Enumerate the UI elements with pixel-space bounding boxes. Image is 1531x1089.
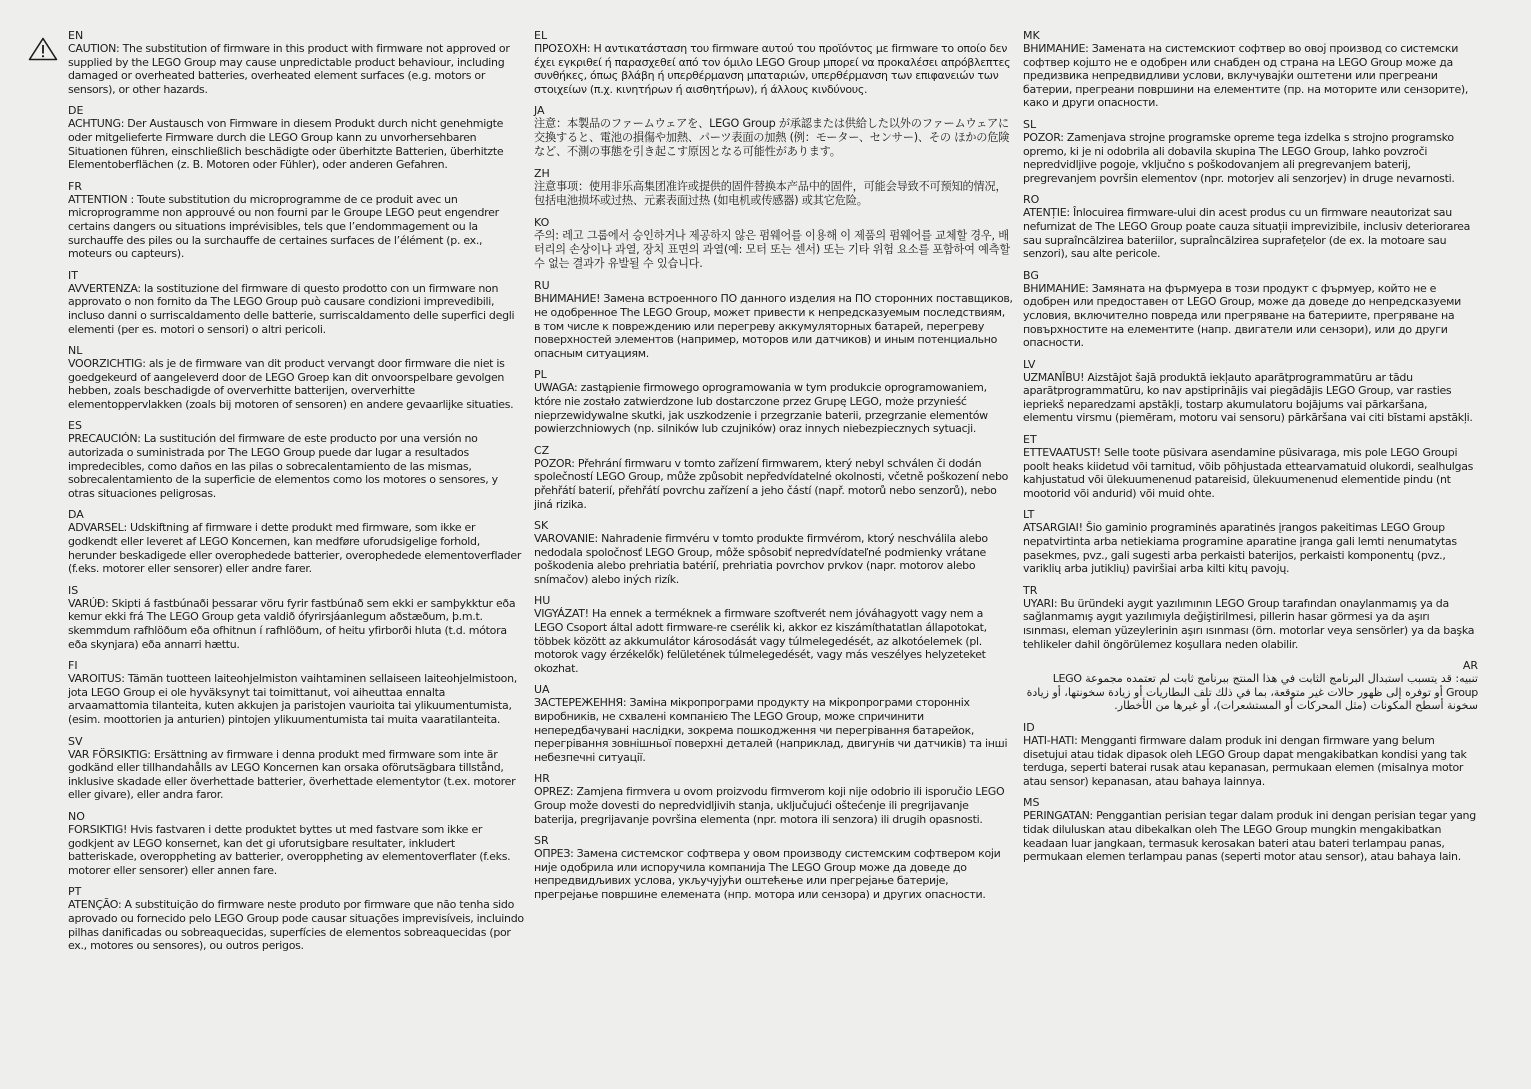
warning-text: ACHTUNG: Der Austausch von Firmware in diesem Produkt durch nicht genehmigte oder mitgelieferte Firmware durch die LEGO Group kann zu unvorhersehbaren Situationen führen, einschließlich beschädigte oder überhitzte Batterien, überhitzte Elementoberflächen (z. B. Motoren oder Fühler), oder anderen Gefahren. [68,117,504,172]
language-code: RO [1023,193,1040,207]
language-code: UA [534,683,550,697]
language-code: EN [68,29,84,42]
warning-text: 주의: 레고 그룹에서 승인하거나 제공하지 않은 펌웨어를 이용해 이 제품의 펌웨어를 교체할 경우, 배터리의 손상이나 과열, 장치 표면의 과열(예: 모터 또는 센서) 또는 기타 위험 요소를 포함하여 예측할 수 없는 결과가 유발될 수 있습니다. [534,229,1010,271]
warning-text: VAROITUS: Tämän tuotteen laiteohjelmiston vaihtaminen sellaiseen laiteohjelmistoon, jota LEGO Group ei ole hyväksynyt tai toimittanut, voi aiheuttaa ennalta arvaamattomia tilanteita, kuten akkujen ja paristojen vaurioita tai ylikuumentumista, (esim. moottorien ja anturien) pintojen ylikuumentumista tai muita vaaratilanteita. [68,672,517,726]
language-code: IS [68,583,79,597]
language-code: FI [68,659,78,673]
warning-text: ATSARGIAI! Šio gaminio programinės aparatinės įrangos pakeitimas LEGO Group nepatvirtinta arba netiekiama programine aparatine įranga gali lemti nenumatytas pasekmes, pvz., gali sugesti arba perkaisti baterijos, perkaisti komponentų (pvz., variklių arba jutiklių) paviršiai arba kilti kitų pavojų. [1023,521,1457,576]
language-code: PL [534,368,547,382]
warning-block-sv [68,735,526,802]
language-code: LT [1023,508,1035,522]
column-3 [1023,29,1478,872]
warning-text: ЗАСТЕРЕЖЕННЯ: Заміна мікропрограми продукту на мікропрограми сторонніх виробників, не схвалені компанією The LEGO Group, може спричинити непередбачувані наслідки, зокрема пошкодження чи перегрівання батарейок, перегрівання зовнішньої поверхні деталей (наприклад, двигунів чи датчиків) та інші небезпечні ситуації. [534,696,1008,764]
warning-text: ETTEVAATUST! Selle toote püsivara asendamine püsivaraga, mis pole LEGO Groupi poolt heaks kiidetud või tarnitud, võib põhjustada ettearvamatuid olukordi, sealhulgas kahjustatud või ülekuumenenud patareisid, ülekuumenenud elementide pindu (nt mootorid või andurid) või muid ohte. [1023,446,1474,500]
warning-text: PRECAUCIÓN: La sustitución del firmware de este producto por una versión no autorizada o suministrada por The LEGO Group puede dar lugar a resultados impredecibles, como daños en las pilas o sobrecalentamiento de las mismas, sobrecalentamiento de la superficie de elementos como los motores o sensores, y otras situaciones peligrosas. [68,432,498,500]
language-code: EL [534,29,548,42]
warning-block-es [68,419,526,500]
warning-text: ВНИМАНИЕ: Замената на системскиот софтвер во овој производ со системски софтвер којшто не е одобрен или снабден од страна на LEGO Group може да предизвика непредвидливи услови, вклучувајќи оштетени или прегреани батерии, прегреани површини на елементите (пр. на моторите или сензорите), како и други опасности. [1023,42,1469,110]
warning-block-mk [1023,29,1478,110]
language-code: SK [534,519,549,533]
language-code: PT [68,885,82,899]
warning-text: 注意：本製品のファームウェアを、LEGO Group が承認または供給した以外のファームウェアに交換すると、電池の損傷や加熱、パーツ表面の加熱 (例：モーター、センサー)、その ほかの危険など、不測の事態を引き起こす原因となる可能性があります。 [534,117,1010,159]
warning-text: VAR FÖRSIKTIG: Ersättning av firmware i denna produkt med firmware som inte är godkänd eller tillhandahålls av LEGO Koncernen kan orsaka oförutsägbara tillstånd, inklusive skadade eller överhettade batterier, överhettade elementytor (t.ex. motorer eller givare), eller andra faror. [68,747,516,802]
warning-block-et [1023,433,1478,500]
column-1 [68,29,526,961]
warning-triangle-icon [28,37,58,61]
warning-block-lv [1023,358,1478,425]
warning-text: ADVARSEL: Udskiftning af firmware i dette produkt med firmware, som ikke er godkendt eller leveret af LEGO Koncernen, kan medføre uforudsigelige forhold, herunder beskadigede eller overophedede batterier, overophedede elementoverflader (f.eks. motorer eller sensorer) eller andre farer. [68,521,522,576]
warning-block-is [68,584,526,651]
language-code: IT [68,268,78,282]
warning-block-id [1023,721,1478,788]
warning-block-pl [534,368,1014,435]
language-code: JA [534,104,545,118]
language-code: SV [68,734,83,748]
warning-block-el [534,29,1014,96]
warning-text: VARÚÐ: Skipti á fastbúnaði þessarar vöru fyrir fastbúnað sem ekki er samþykktur eða kemur ekki frá The LEGO Group geta valdið ófyrirsjáanlegum aðstæðum, þ.m.t. skemmdum rafhlöðum eða ofhitnun í rafhlöðum, of heitu yfirborði hluta (t.d. mótora eða skynjara) eða annarri hættu. [68,596,516,651]
warning-block-ua [534,683,1014,764]
warning-text: VOORZICHTIG: als je de firmware van dit product vervangt door firmware die niet is goedgekeurd of aangeleverd door de LEGO Groep kan dit onvoorspelbare gevolgen hebben, zoals beschadigde of oververhitte batterijen, oververhitte elementoppervlakken (zoals bij motoren of sensoren) en andere gevaarlijke situaties. [68,357,514,411]
warning-block-sk [534,519,1014,586]
language-code: FR [68,179,82,193]
warning-block-da [68,508,526,575]
warning-text: 注意事项：使用非乐高集团准许或提供的固件替换本产品中的固件，可能会导致不可预知的情况，包括电池损坏或过热、元素表面过热 (如电机或传感器) 或其它危险。 [534,180,1007,208]
language-code: ES [68,419,82,433]
warning-block-fi [68,659,526,726]
language-code: KO [534,216,550,230]
language-code: SR [534,834,549,848]
language-code: LV [1023,357,1036,371]
warning-block-nl [68,344,526,411]
warning-text: OPREZ: Zamjena firmvera u ovom proizvodu firmverom koji nije odobrio ili isporučio LEGO Group može dovesti do nepredvidljivih stanja, uključujući oštećenje ili pregrijavanje baterija, pregrijavanje površina elementa (npr. motora ili senzora) ili drugih opasnosti. [534,785,1005,826]
warning-text: ВНИМАНИЕ: Замяната на фърмуера в този продукт с фърмуер, който не е одобрен или предоставен от LEGO Group, може да доведе до непредсказуеми условия, включително повреда или прегряване на батериите, прегряване на повърхностите на елементите (напр. двигатели или сензори), или до други опасности. [1023,281,1461,350]
warning-text: UYARI: Bu üründeki aygıt yazılımının LEGO Group tarafından onaylanmamış ya da sağlanmamış aygıt yazılımıyla değiştirilmesi, pillerin hasar görmesi ya da aşırı ısınması, eleman yüzeylerinin aşırı ısınması (örn. motorlar veya sensörler) ya da başka tehlikeler dahil öngörülemez koşullara neden olabilir. [1023,596,1475,651]
language-code: ET [1023,433,1037,447]
warning-text: UZMANĪBU! Aizstājot šajā produktā iekļauto aparātprogrammatūru ar tādu aparātprogrammatūru, ko nav apstiprinājis vai piegādājis LEGO Group, var rasties iepriekš neparedzami apstākļi, tostarp akumulatoru bojājums vai pārkaršana, elementu virsmu (piemēram, motoru vai sensoru) pārkāršana vai citi bīstami apstākļi. [1023,370,1473,425]
language-code: HR [534,772,550,786]
warning-text: ATTENTION : Toute substitution du microprogramme de ce produit avec un microprogramme non approuvé ou non fourni par le Groupe LEGO peut engendrer certains dangers ou situations imprévisibles, tels que l’endommagement ou la surchauffe des piles ou la surchauffe de certaines surfaces de l’élément (p. ex., moteurs ou capteurs). [68,192,499,261]
warning-block-pt [68,885,526,952]
warning-block-en [68,29,526,96]
warning-block-sr [534,834,1014,901]
language-code: HU [534,594,551,608]
warning-block-ar [1023,659,1478,713]
warning-text: ΠΡΟΣΟΧΗ: Η αντικατάσταση του firmware αυτού του προϊόντος με firmware το οποίο δεν έχει εγκριθεί ή παρασχεθεί από τον όμιλο LEGO Group μπορεί να προκαλέσει απρόβλεπτες συνθήκες, όπως βλάβη ή υπερθέρμανση μπαταριών, υπερθέρμανση των επιφανειών των στοιχείων (π.χ. κινητήρων ή αισθητήρων), ή άλλους κινδύνους. [534,42,1011,96]
language-code: DE [68,104,84,118]
language-code: MK [1023,29,1040,42]
column-2 [534,29,1014,910]
warning-block-ko [534,216,1014,271]
language-code: CZ [534,443,550,457]
warning-text: ВНИМАНИЕ! Замена встроенного ПО данного изделия на ПО сторонних поставщиков, не одобренное The LEGO Group, может привести к непредсказуемым последствиям, в том числе к повреждению или перегреву аккумуляторных батарей, перегреву поверхностей элементов (например, моторов или датчиков) и иным потенциально опасным ситуациям. [534,292,1013,360]
language-code: SL [1023,117,1037,131]
warning-block-lt [1023,508,1478,575]
language-code: ZH [534,167,550,181]
warning-text: ОПРЕЗ: Замена системског софтвера у овом производу системским софтвером који није одобрила или испоручила компанија The LEGO Group може да доведе до непредвидљивих услова, укључујући оштећење или прегрејање батерије, прегрејање површине елемената (нпр. мотора или сензора) и других опасности. [534,847,1001,901]
warning-text: ATENȚIE: Înlocuirea firmware-ului din acest produs cu un firmware neautorizat sau nefurnizat de The LEGO Group poate cauza situații imprevizibile, inclusiv deteriorarea sau supraîncălzirea bateriilor, supraîncălzirea suprafețelor (de ex. la motoare sau senzori), sau alte pericole. [1023,206,1471,261]
warning-text: VIGYÁZAT! Ha ennek a terméknek a firmware szoftverét nem jóváhagyott vagy nem a LEGO Csoport által adott firmware-re cserélik ki, akkor ez kiszámíthatatlan állapotokat, többek között az akkumulátor károsodását vagy túlmelegedését, az alkotóelemek (pl. motorok vagy érzékelők) felületének túlmelegedését, vagy más veszélyes helyzeteket okozhat. [534,607,987,675]
warning-block-zh [534,167,1014,208]
language-code: ID [1023,720,1035,734]
language-code: NO [68,809,85,823]
warning-text: تنبيه: قد يتسبب استبدال البرنامج الثابت في هذا المنتج ببرنامج ثابت لم تعتمده مجموعة LEGO Group أو توفره إلى ظهور حالات غير متوقعة، بما في ذلك تلف البطاريات أو زيادة سخونتها، أو زيادة سخونة أسطح المكونات (مثل المحركات أو المستشعرات)، أو غيرها من الأخطار. [1026,672,1478,713]
warning-text: VAROVANIE: Nahradenie firmvéru v tomto produkte firmvérom, ktorý neschválila alebo nedodala spoločnosť LEGO Group, môže spôsobiť nepredvídateľné podmienky vrátane poškodenia alebo prehriatia batérií, prehriatia povrchov prvkov (napr. motorov alebo snímačov) alebo iných rizík. [534,532,988,586]
language-code: DA [68,508,84,522]
warning-block-hr [534,772,1014,826]
warning-block-ja [534,104,1014,159]
warning-text: FORSIKTIG! Hvis fastvaren i dette produktet byttes ut med fastvare som ikke er godkjent av LEGO konsernet, kan det gi uforutsigbare resultater, inkludert batteriskade, overoppheting av batterier, overoppheting av elementoverflater (f.eks. motorer eller sensorer) eller annen fare. [68,822,511,877]
warning-block-sl [1023,118,1478,185]
language-code: TR [1023,583,1038,597]
warning-block-it [68,269,526,336]
warning-text: PERINGATAN: Penggantian perisian tegar dalam produk ini dengan perisian tegar yang tidak diluluskan atau dibekalkan oleh The LEGO Group mungkin mengakibatkan keadaan luar jangkaan, termasuk kerosakan bateri atau bateri terlampau panas, permukaan elemen terlampau panas (seperti motor atau sensor), atau bahaya lain. [1023,809,1476,864]
warning-text: UWAGA: zastąpienie firmowego oprogramowania w tym produkcie oprogramowaniem, które nie zostało zatwierdzone lub dostarczone przez Grupę LEGO, może przynieść nieprzewidywalne skutki, jak uszkodzenie i przegrzanie baterii, przegrzanie elementów powierzchniowych (np. silników lub czujników) oraz innych niebezpiecznych sytuacji. [534,381,988,436]
warning-block-cz [534,444,1014,511]
warning-block-de [68,104,526,171]
warning-text: POZOR: Přehrání firmwaru v tomto zařízení firmwarem, který nebyl schválen či dodán společností LEGO Group, může způsobit nepředvídatelné okolnosti, včetně poškození nebo přehřátí baterií, přehřátí povrchu zařízení a jeho částí (např. motorů nebo senzorů), nebo jiná rizika. [534,456,1009,511]
language-code: AR [1462,659,1478,673]
warning-block-hu [534,594,1014,675]
language-code: BG [1023,268,1039,282]
warning-block-ru [534,279,1014,360]
warning-text: AVVERTENZA: la sostituzione del firmware di questo prodotto con un firmware non approvato o non fornito da The LEGO Group può causare condizioni imprevedibili, incluso danni o surriscaldamento delle batterie, surriscaldamento delle superfici degli elementi (per es. motori o sensori) o altri pericoli. [68,281,515,336]
warning-block-bg [1023,269,1478,350]
language-code: MS [1023,796,1040,810]
language-code: RU [534,279,550,293]
warning-block-ro [1023,193,1478,260]
warning-block-tr [1023,584,1478,651]
warning-text: CAUTION: The substitution of firmware in this product with firmware not approved or supplied by the LEGO Group may cause unpredictable product behaviour, including damaged or overheated batteries, overheated element surfaces (e.g. motors or sensors), or other hazards. [68,42,510,96]
warning-text: HATI-HATI: Mengganti firmware dalam produk ini dengan firmware yang belum disetujui atau tidak dipasok oleh LEGO Group dapat mengakibatkan kondisi yang tak terduga, seperti baterai rusak atau kepanasan, permukaan elemen (misalnya motor atau sensor) kepanasan, atau bahaya lainnya. [1023,733,1467,788]
warning-block-ms [1023,796,1478,863]
language-code: NL [68,344,83,358]
warning-text: POZOR: Zamenjava strojne programske opreme tega izdelka s strojno programsko opremo, ki je ni odobrila ali dobavila skupina The LEGO Group, lahko povzroči nepredvidljive pogoje, vključno s poškodovanjem ali pregrevanjem baterij, pregrevanjem površin elementov (npr. motorjev ali senzorjev) in druge nevarnosti. [1023,130,1455,185]
warning-text: ATENÇÃO: A substituição do firmware neste produto por firmware que não tenha sido aprovado ou fornecido pelo LEGO Group pode causar situações imprevisíveis, incluindo pilhas danificadas ou sobreaquecidas, superfícies de elementos sobreaquecidas (por ex., motores ou sensores), ou outros perigos. [68,898,524,953]
warning-block-no [68,810,526,877]
warning-block-fr [68,180,526,261]
